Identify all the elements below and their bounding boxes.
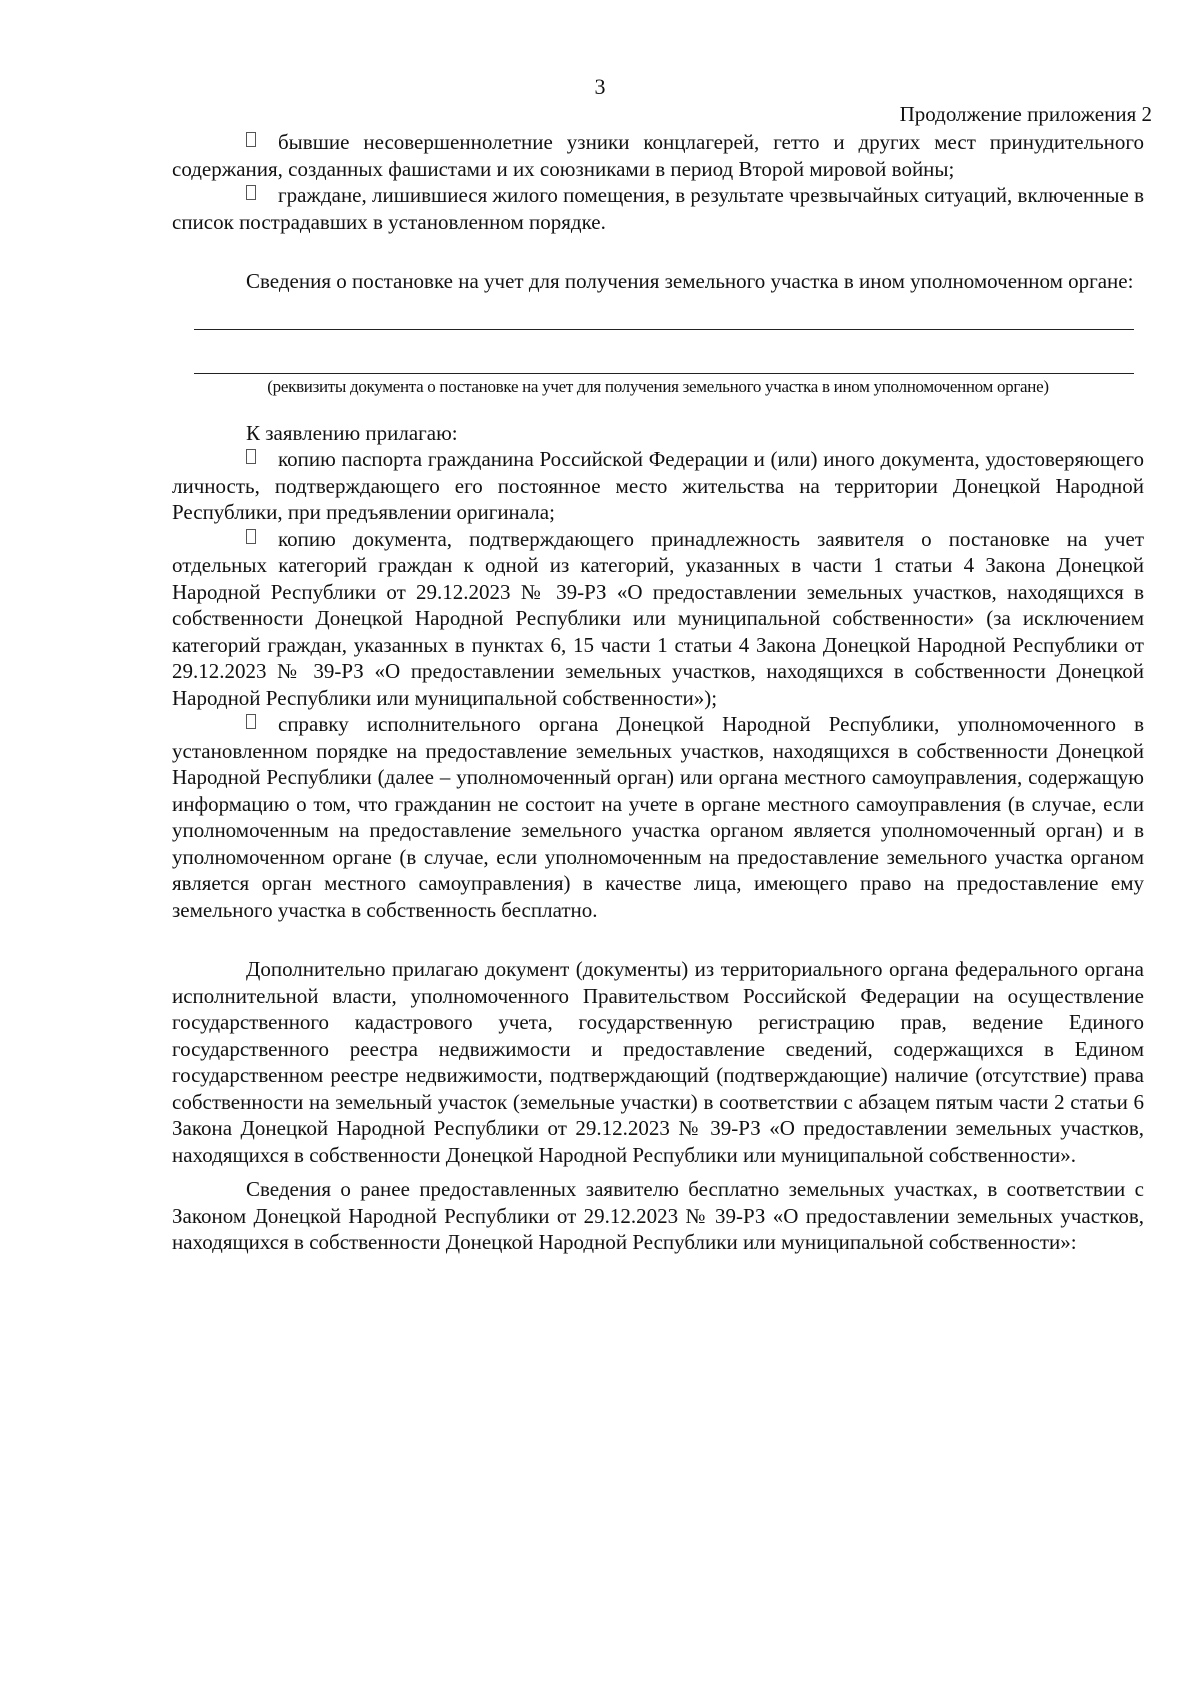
category-text: бывшие несовершеннолетние узники концлагерей, гетто и других мест принудительного содержания, созданных фашистами и их союзниками в период Второй мировой войны;	[172, 130, 1144, 181]
checkbox-icon[interactable]	[246, 529, 256, 544]
checkbox-icon[interactable]	[246, 449, 256, 464]
checkbox-icon[interactable]	[246, 132, 256, 147]
attachment-text: копию паспорта гражданина Российской Федерации и (или) иного документа, удостоверяющего личность, подтверждающего его постоянное место жительства на территории Донецкой Народной Республики, при предъявлении оригинала;	[172, 447, 1144, 524]
spacer	[172, 1168, 1144, 1176]
spacer	[172, 923, 1144, 956]
category-text: граждане, лишившиеся жилого помещения, в результате чрезвычайных ситуаций, включенные в список пострадавших в установленном порядке.	[172, 183, 1144, 234]
attachment-text: копию документа, подтверждающего принадлежность заявителя о постановке на учет отдельных категорий граждан к одной из категорий, указанных в части 1 статьи 4 Закона Донецкой Народной Республики от 29.12.2023 № 39-РЗ «О предоставлении земельных участков, находящихся в собственности Донецкой Народной Республики или муниципальной собственности» (за исключением категорий граждан, указанных в пунктах 6, 15 части 1 статьи 4 Закона Донецкой Народной Республики от 29.12.2023 № 39-РЗ «О предоставлении земельных участков, находящихся в собственности Донецкой Народной Республики или муниципальной собственности»);	[172, 526, 1144, 710]
registration-fill-line[interactable]	[194, 329, 1134, 330]
attachments-label: К заявлению прилагаю:	[246, 420, 458, 445]
registration-caption: (реквизиты документа о постановке на учет для получения земельного участка в ином уполномоченном органе)	[267, 376, 1049, 396]
category-item	[172, 129, 1144, 182]
attachment-item	[172, 526, 1144, 712]
spacer	[172, 398, 1144, 420]
attachment-text: справку исполнительного органа Донецкой Народной Республики, уполномоченного в установленном порядке на предоставление земельных участков, находящихся в собственности Донецкой Народной Республики (далее – уполномоченный орган) или органа местного самоуправления, содержащую информацию о том, что гражданин не состоит на учете в органе местного самоуправления (в случае, если уполномоченным на предоставление земельного участка органом является уполномоченный орган) и в уполномоченном органе (в случае, если уполномоченным на предоставление земельного участка органом является орган местного самоуправления) в качестве лица, имеющего право на предоставление ему земельного участка в собственность бесплатно.	[172, 712, 1144, 922]
additional-documents: Дополнительно прилагаю документ (документы) из территориального органа федерального органа исполнительной власти, уполномоченного Правительством Российской Федерации на осуществление государственного кадастрового учета, государственную регистрацию прав, ведение Единого государственного реестра недвижимости и предоставление сведений, содержащихся в Едином государственном реестре недвижимости, подтверждающий (подтверждающие) наличие (отсутствие) права собственности на земельный участок (земельные участки) в соответствии с абзацем пятым части 2 статьи 6 Закона Донецкой Народной Республики от 29.12.2023 № 39-РЗ «О предоставлении земельных участков, находящихся в собственности Донецкой Народной Республики или муниципальной собственности».	[172, 957, 1144, 1167]
checkbox-icon[interactable]	[246, 185, 256, 200]
continuation-label: Продолжение приложения 2	[899, 102, 1152, 126]
registration-fill-line[interactable]	[194, 373, 1134, 374]
registration-info-label: Сведения о постановке на учет для получения земельного участка в ином уполномоченном органе:	[246, 269, 1134, 293]
previous-plots-label: Сведения о ранее предоставленных заявителю бесплатно земельных участках, в соответствии с Законом Донецкой Народной Республики от 29.12.2023 № 39-РЗ «О предоставлении земельных участков, находящихся в собственности Донецкой Народной Республики или муниципальной собственности»:	[172, 1177, 1144, 1254]
category-item	[172, 182, 1144, 235]
page-number: 3	[594, 74, 606, 99]
spacer	[172, 235, 1144, 268]
checkbox-icon[interactable]	[246, 714, 256, 729]
attachment-item	[172, 446, 1144, 526]
document-body	[172, 129, 1144, 1256]
attachment-item	[172, 711, 1144, 923]
